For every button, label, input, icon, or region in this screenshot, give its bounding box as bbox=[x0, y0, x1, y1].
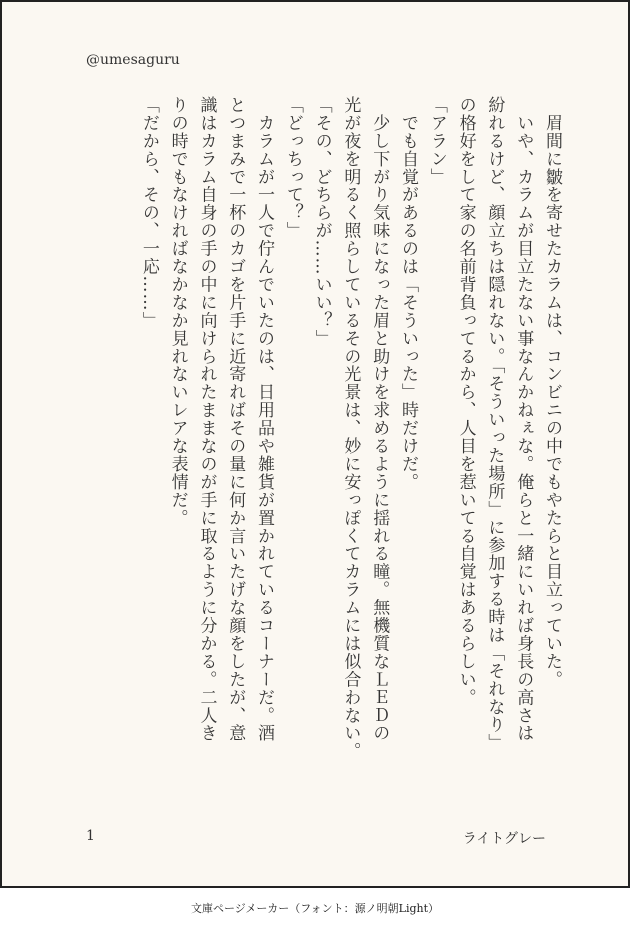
vertical-body-text bbox=[134, 96, 566, 796]
text-line: 紛れるけど、顔立ちは隠れない。「そういった場所」に参加する時は「それなり」 bbox=[484, 96, 505, 752]
generator-credit: 文庫ページメーカー（フォント：源ノ明朝Light） bbox=[190, 902, 440, 915]
text-line: 「その、どちらが……いい？」 bbox=[311, 96, 332, 348]
text-line: いや、カラムが目立たない事なんかねぇな。俺らと一緒にいれば身長の高さは bbox=[513, 96, 534, 743]
text-line: 眉間に皺を寄せたカラムは、コンビニの中でもやたらと目立っていた。 bbox=[542, 96, 562, 689]
author-handle: @umesaguru bbox=[86, 52, 180, 68]
text-line: 少し下がり気味になった眉と助けを求めるように揺れる瞳。無機質なＬＥＤの bbox=[369, 96, 390, 743]
text-line: 「どっちって？」 bbox=[282, 96, 303, 240]
text-line: 光が夜を明るく照らしているその光景は、妙に安っぽくてカラムには似合わない。 bbox=[340, 96, 361, 761]
text-line: りの時でもなければなかなか見れないレアな表情だ。 bbox=[167, 96, 188, 527]
text-line: カラムが一人で佇んでいたのは、日用品や雑貨が置かれているコーナーだ。酒 bbox=[254, 96, 275, 743]
text-line: 「だから、その、一応……」 bbox=[138, 96, 159, 330]
text-line: 「アラン」 bbox=[426, 96, 447, 186]
text-line: の格好をして家の名前背負ってるから、人目を惹いてる自覚はあるらしい。 bbox=[455, 96, 476, 707]
text-line: 識はカラム自身の手の中に向けられたままなのが手に取るように分かる。二人き bbox=[196, 96, 217, 743]
text-line: とつまみで一杯のカゴを片手に近寄ればその量に何か言いたげな顔をしたが、意 bbox=[225, 96, 246, 743]
text-line: でも自覚があるのは「そういった」時だけだ。 bbox=[398, 96, 419, 491]
page-number: 1 bbox=[86, 828, 95, 844]
theme-name: ライトグレー bbox=[462, 831, 546, 847]
